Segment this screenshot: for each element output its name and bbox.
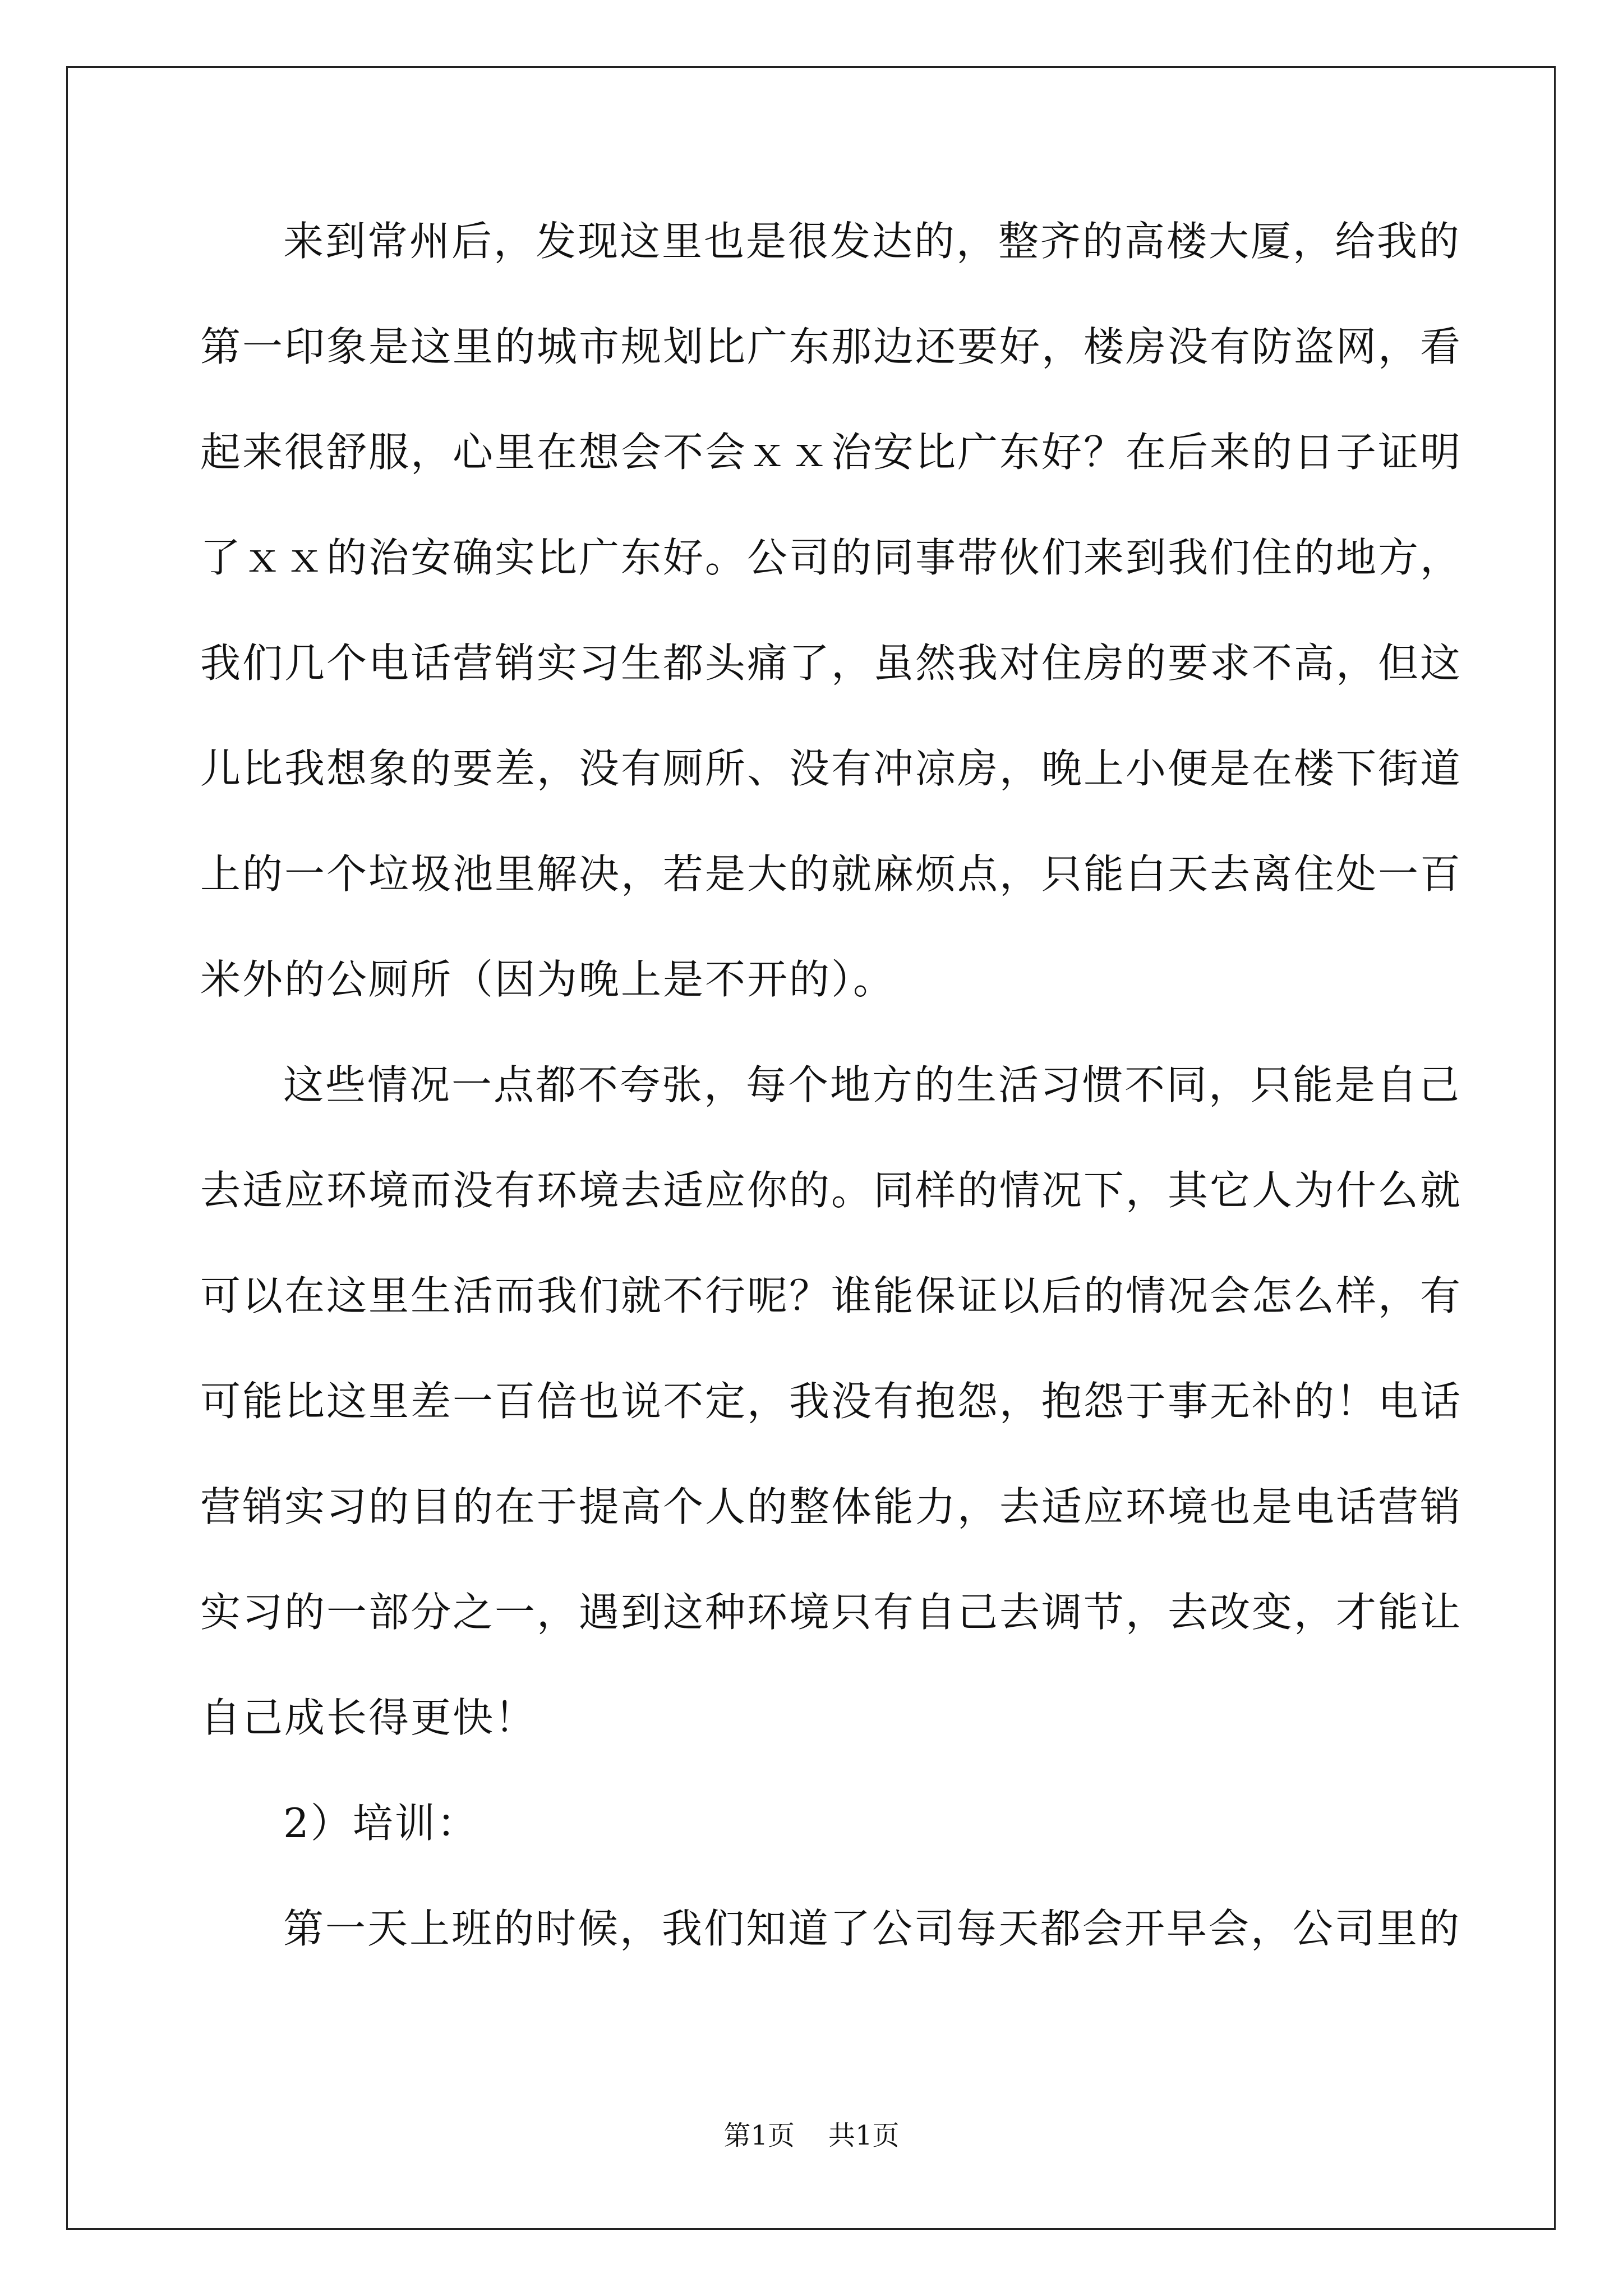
paragraph-line: 第一印象是这里的城市规划比广东那边还要好，楼房没有防盗网，看 xyxy=(200,323,1463,370)
paragraph-line: 上的一个垃圾池里解决，若是大的就麻烦点，只能白天去离住处一百 xyxy=(200,850,1463,898)
paragraph-line: 可以在这里生活而我们就不行呢？谁能保证以后的情况会怎么样，有 xyxy=(200,1272,1463,1319)
paragraph-line: 实习的一部分之一，遇到这种环境只有自己去调节，去改变，才能让 xyxy=(200,1589,1463,1636)
paragraph-line: 这些情况一点都不夸张，每个地方的生活习惯不同，只能是自己 xyxy=(283,1061,1461,1108)
paragraph-line: 了ｘｘ的治安确实比广东好。公司的同事带伙们来到我们住的地方， xyxy=(200,534,1463,581)
paragraph-line: 米外的公厕所（因为晚上是不开的）。 xyxy=(200,956,896,1003)
page-number: 第1页 xyxy=(723,2120,795,2151)
paragraph-line: 我们几个电话营销实习生都头痛了，虽然我对住房的要求不高，但这 xyxy=(200,639,1463,687)
section-heading: 2）培训： xyxy=(283,1800,479,1847)
page-total: 共1页 xyxy=(828,2120,900,2151)
paragraph-line: 来到常州后，发现这里也是很发达的，整齐的高楼大厦，给我的 xyxy=(283,218,1461,265)
paragraph-line: 可能比这里差一百倍也说不定，我没有抱怨，抱怨于事无补的！电话 xyxy=(200,1378,1463,1425)
paragraph-line: 营销实习的目的在于提高个人的整体能力，去适应环境也是电话营销 xyxy=(200,1483,1463,1530)
paragraph-line: 第一天上班的时候，我们知道了公司每天都会开早会，公司里的 xyxy=(283,1905,1461,1952)
document-body xyxy=(200,213,1463,2006)
paragraph-line: 自己成长得更快！ xyxy=(200,1694,537,1741)
paragraph-line: 去适应环境而没有环境去适应你的。同样的情况下，其它人为什么就 xyxy=(200,1167,1463,1214)
paragraph-line: 起来很舒服，心里在想会不会ｘｘ治安比广东好？在后来的日子证明 xyxy=(200,429,1463,476)
page-footer xyxy=(0,2119,1623,2152)
paragraph-line: 儿比我想象的要差，没有厕所、没有冲凉房，晚上小便是在楼下街道 xyxy=(200,745,1463,792)
